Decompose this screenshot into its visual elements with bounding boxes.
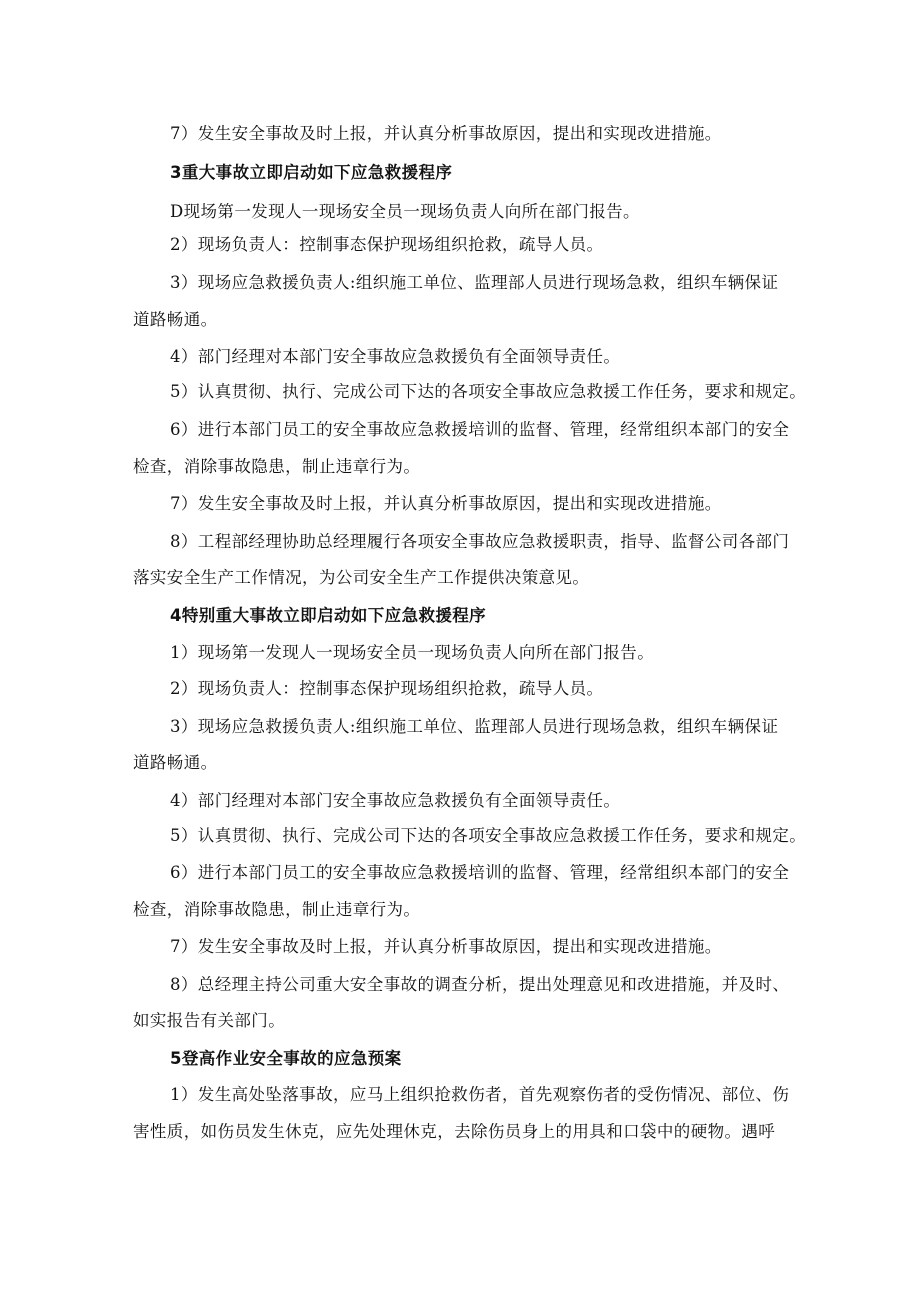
section-heading: 5登高作业安全事故的应急预案 [170, 1049, 402, 1068]
paragraph-line: 6）进行本部门员工的安全事故应急救援培训的监督、管理，经常组织本部门的安全 [170, 420, 790, 439]
paragraph-line: 6）进行本部门员工的安全事故应急救援培训的监督、管理，经常组织本部门的安全 [170, 863, 790, 882]
section-heading: 3重大事故立即启动如下应急救援程序 [170, 163, 453, 182]
paragraph-line: 3）现场应急救援负责人:组织施工单位、监理部人员进行现场急救，组织车辆保证 [170, 717, 779, 736]
paragraph-line: D现场第一发现人一现场安全员一现场负责人向所在部门报告。 [170, 202, 640, 221]
paragraph-line: 7）发生安全事故及时上报，并认真分析事故原因，提出和实现改进措施。 [170, 494, 722, 513]
paragraph-line: 道路畅通。 [133, 310, 218, 329]
paragraph-line: 8）总经理主持公司重大安全事故的调查分析，提出处理意见和改进措施，并及时、 [170, 975, 790, 994]
paragraph-line: 5）认真贯彻、执行、完成公司下达的各项安全事故应急救援工作任务，要求和规定。 [170, 382, 807, 401]
paragraph-line: 5）认真贯彻、执行、完成公司下达的各项安全事故应急救援工作任务，要求和规定。 [170, 826, 807, 845]
paragraph-line: 如实报告有关部门。 [133, 1011, 286, 1030]
paragraph-line: 7）发生安全事故及时上报，并认真分析事故原因，提出和实现改进措施。 [170, 937, 722, 956]
paragraph-line: 检查，消除事故隐患，制止违章行为。 [133, 900, 421, 919]
paragraph-line: 1）发生高处坠落事故，应马上组织抢救伤者，首先观察伤者的受伤情况、部位、伤 [170, 1085, 790, 1104]
paragraph-line: 8）工程部经理协助总经理履行各项安全事故应急救援职责，指导、监督公司各部门 [170, 532, 790, 551]
paragraph-line: 4）部门经理对本部门安全事故应急救援负有全面领导责任。 [170, 347, 621, 366]
paragraph-line: 检查，消除事故隐患，制止违章行为。 [133, 457, 421, 476]
paragraph-line: 7）发生安全事故及时上报，并认真分析事故原因，提出和实现改进措施。 [170, 124, 722, 143]
paragraph-line: 道路畅通。 [133, 753, 218, 772]
paragraph-line: 害性质，如伤员发生休克，应先处理休克，去除伤员身上的用具和口袋中的硬物。遇呼 [133, 1122, 776, 1141]
paragraph-line: 1）现场第一发现人一现场安全员一现场负责人向所在部门报告。 [170, 643, 655, 662]
paragraph-line: 4）部门经理对本部门安全事故应急救援负有全面领导责任。 [170, 791, 621, 810]
paragraph-line: 落实安全生产工作情况，为公司安全生产工作提供决策意见。 [133, 568, 590, 587]
paragraph-line: 3）现场应急救援负责人:组织施工单位、监理部人员进行现场急救，组织车辆保证 [170, 273, 779, 292]
section-heading: 4特别重大事故立即启动如下应急救援程序 [170, 606, 487, 625]
paragraph-line: 2）现场负责人：控制事态保护现场组织抢救，疏导人员。 [170, 235, 604, 254]
paragraph-line: 2）现场负责人：控制事态保护现场组织抢救，疏导人员。 [170, 679, 604, 698]
